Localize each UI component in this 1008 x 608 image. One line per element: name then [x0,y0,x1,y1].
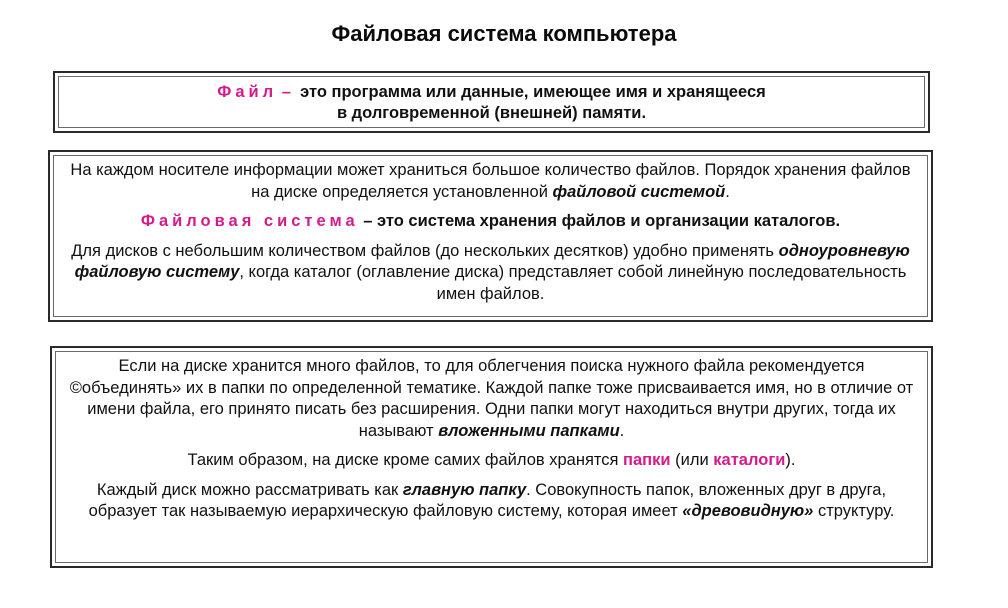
paragraph-filesystem-definition [62,211,919,233]
paragraph-single-level [62,241,919,306]
paragraph-nested-folders [64,356,919,442]
filesystem-content [62,160,919,305]
storage-order-end: . [725,182,730,201]
term-catalogs: каталоги [713,451,786,469]
term-dash: – [277,83,296,101]
file-definition-text1: это программа или данные, имеющее имя и хранящееся [300,83,766,101]
paragraph-folders-catalogs [64,450,919,472]
paragraph-storage-order [62,160,919,203]
hierarchy-text1: Каждый диск можно рассматривать как [96,480,403,499]
emph-nested-folders: вложенными папками [438,421,620,440]
file-definition-line1 [67,82,916,103]
single-level-text2: , когда каталог (оглавление диска) представляет собой линейную последовательность имен файлов. [239,263,907,303]
file-definition [67,82,916,124]
term-file-system: Файловая система [140,212,359,230]
storage-order-text: На каждом носителе информации может храниться большое количество файлов. Порядок хранения файлов на диске определяется установленной [70,161,911,201]
hierarchy-end: структуру. [813,502,895,520]
paragraph-hierarchy [64,480,919,523]
nested-folders-text: Если на диске хранится много файлов, то для облегчения поиска нужного файла рекомендуется ©объединять» их в папки по определенной тематике. Каждой папке тоже присваивается имя, но в отличие от имени файла, его принято писать без расширения. Одни папки могут находиться внутри других, тогда их называют [69,357,914,440]
emph-file-system: файловой системой [552,182,726,201]
folders-end: ). [785,451,796,469]
folders-box [50,346,933,568]
file-definition-line2: в долговременной (внешней) памяти. [336,104,647,122]
emph-tree-like: «древовидную» [682,502,814,520]
nested-folders-end: . [619,421,625,440]
file-definition-box [53,71,930,133]
page-title: Файловая система компьютера [331,21,677,46]
single-level-text1: Для дисков с небольшим количеством файлов (до нескольких десятков) удобно применять [71,241,779,260]
filesystem-box [48,150,933,322]
filesystem-definition-text: – это система хранения файлов и организации каталогов. [358,212,841,230]
term-file: Файл [217,83,278,101]
hierarchy-text2: . Совокупность папок, вложенных друг в друга, образует так называемую иерархическую файловую систему, которая имеет [88,480,887,520]
folders-text2: (или [670,451,714,469]
term-folders: папки [623,451,671,469]
emph-single-level-system: одноуровневую файловую систему [74,241,910,281]
folders-content [64,356,919,523]
folders-text1: Таким образом, на диске кроме самих файлов хранятся [187,451,624,469]
emph-main-folder: главную папку [402,480,527,499]
